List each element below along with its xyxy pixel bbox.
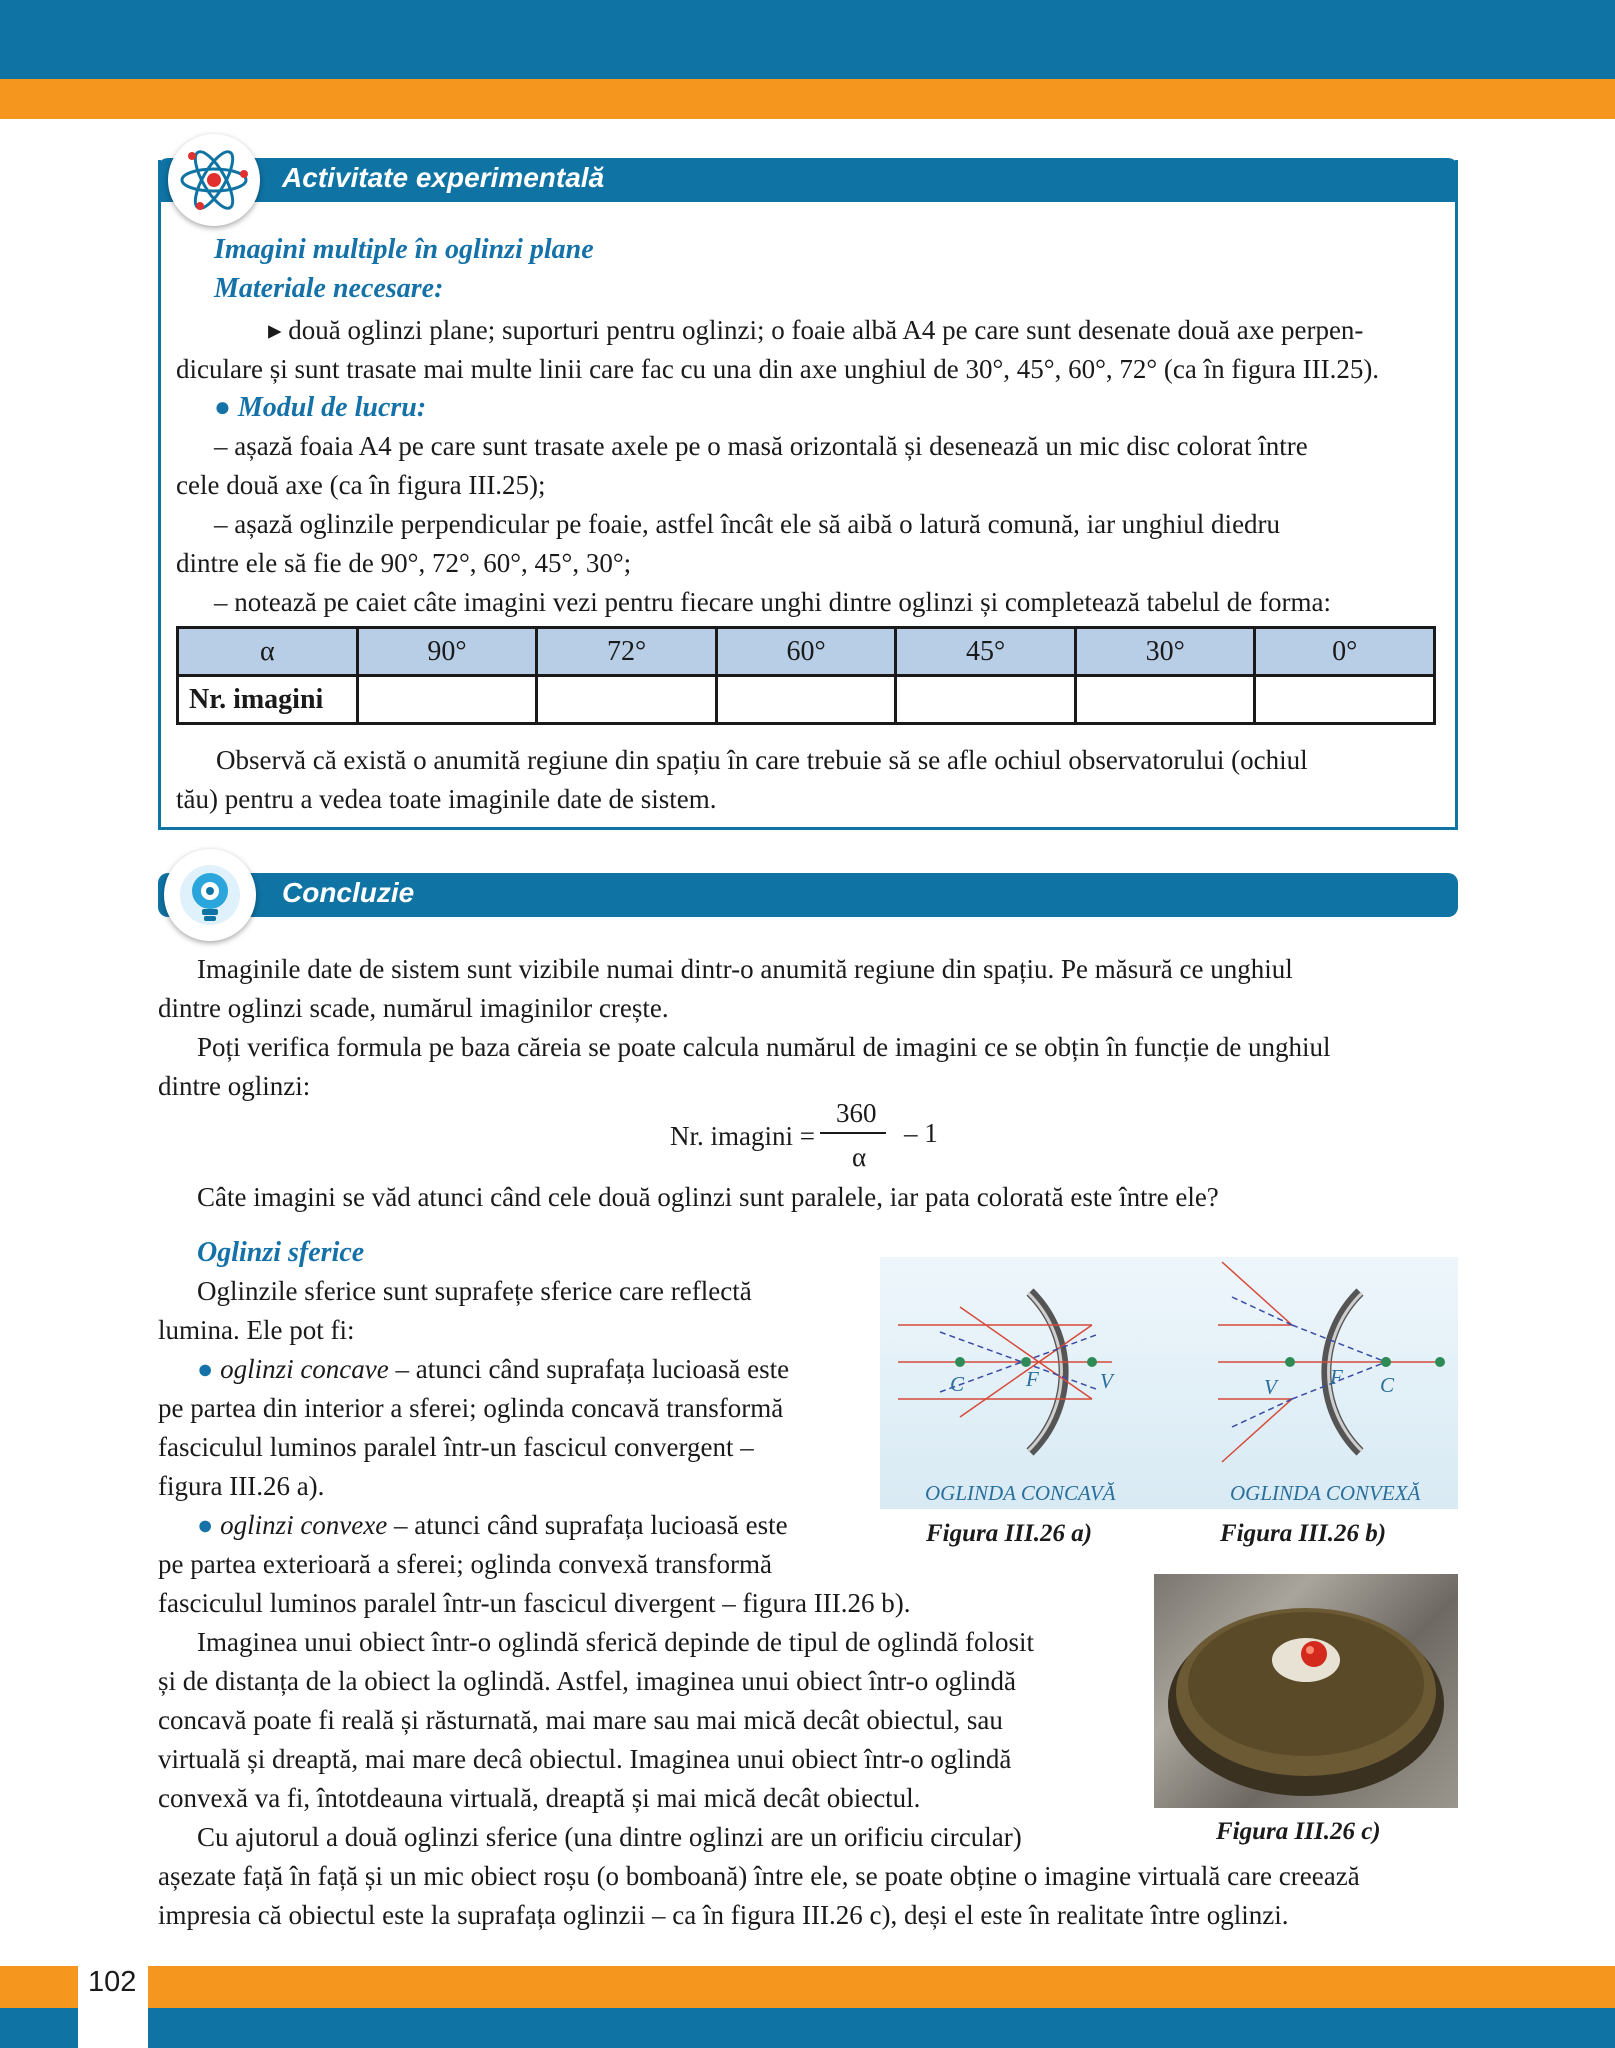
activity-title: Imagini multiple în oglinzi plane bbox=[214, 234, 594, 265]
step-1-line-1: – așază foaia A4 pe care sunt trasate axele pe o masă orizontală și desenează un mic disc colorat între bbox=[214, 431, 1308, 461]
lightbulb-icon bbox=[164, 849, 256, 941]
bottom-band-blue bbox=[0, 2008, 1615, 2048]
convex-mirror-label: OGLINDA CONVEXĂ bbox=[1230, 1481, 1421, 1505]
table-header-cell: 60° bbox=[716, 628, 896, 676]
activity-header: Activitate experimentală bbox=[282, 162, 605, 193]
conclusion-p2-line-1: Poți verifica formula pe baza căreia se poate calcula numărul de imagini ce se obțin în funcție de unghiul bbox=[197, 1032, 1331, 1062]
page-number: 102 bbox=[88, 1966, 137, 1998]
spherical-line-5: fasciculul luminos paralel într-un fascicul convergent – bbox=[158, 1432, 754, 1462]
spherical-line-10: Imaginea unui obiect într-o oglindă sferică depinde de tipul de oglindă folosit bbox=[197, 1627, 1034, 1657]
table-row-label: Nr. imagini bbox=[178, 676, 358, 724]
spherical-line-6: figura III.26 a). bbox=[158, 1471, 325, 1501]
concave-mirror-label: OGLINDA CONCAVĂ bbox=[925, 1481, 1116, 1505]
mirrors-ray-diagram bbox=[880, 1257, 1458, 1509]
step-2-line-1: – așază oglinzile perpendicular pe foaie, astfel încât ele să aibă o latură comună, iar unghiul diedru bbox=[214, 509, 1281, 539]
top-band-orange bbox=[0, 79, 1615, 119]
table-empty-cell bbox=[357, 676, 537, 724]
observe-line-2: tău) pentru a vedea toate imaginile date de sistem. bbox=[176, 784, 717, 814]
step-2-line-2: dintre ele să fie de 90°, 72°, 60°, 45°, 30°; bbox=[176, 548, 632, 578]
spherical-line-4: pe partea din interior a sferei; oglinda concavă transformă bbox=[158, 1393, 784, 1423]
spherical-line-3 bbox=[197, 1350, 857, 1389]
formula-fraction-bar bbox=[820, 1132, 886, 1134]
conclusion-p1-line-1: Imaginile date de sistem sunt vizibile numai dintr-o anumită regiune din spațiu. Pe măsură ce unghiul bbox=[197, 954, 1293, 984]
method-heading: ● Modul de lucru: bbox=[214, 392, 427, 423]
spherical-line-9: fasciculul luminos paralel într-un fascicul divergent – figura III.26 b). bbox=[158, 1588, 911, 1618]
spherical-mirrors-figure bbox=[880, 1257, 1458, 1509]
table-header-cell: 90° bbox=[357, 628, 537, 676]
table-empty-cell bbox=[716, 676, 896, 724]
formula-denominator: α bbox=[852, 1142, 867, 1172]
table-header-cell: α bbox=[178, 628, 358, 676]
bullet-icon: ● bbox=[197, 1510, 221, 1540]
label-c-convex: C bbox=[1380, 1373, 1395, 1397]
conclusion-p2-line-2: dintre oglinzi: bbox=[158, 1071, 311, 1101]
spherical-line-14: convexă va fi, întotdeauna virtuală, dreaptă și mai mică decât obiectul. bbox=[158, 1783, 921, 1813]
conclusion-question: Câte imagini se văd atunci când cele două oglinzi sunt paralele, iar pata colorată este între ele? bbox=[197, 1182, 1219, 1212]
materials-line-2: diculare și sunt trasate mai multe linii care fac cu una din axe unghiul de 30°, 45°, 60°, 72° (ca în figura III.25). bbox=[176, 354, 1380, 384]
conclusion-header: Concluzie bbox=[282, 877, 415, 908]
observe-line-1: Observă că există o anumită regiune din spațiu în care trebuie să se afle ochiul observatorului (ochiul bbox=[216, 745, 1308, 775]
concave-term: oglinzi concave bbox=[220, 1354, 389, 1384]
spherical-line-2: lumina. Ele pot fi: bbox=[158, 1315, 355, 1345]
table-header-cell: 30° bbox=[1075, 628, 1255, 676]
spherical-line-17: impresia că obiectul este la suprafața oglinzii – ca în figura III.26 c), deși el este în realitate între oglinzi. bbox=[158, 1900, 1289, 1930]
spherical-line-7 bbox=[197, 1506, 857, 1545]
angle-images-table bbox=[176, 626, 1436, 725]
figure-caption-b: Figura III.26 b) bbox=[1220, 1520, 1387, 1547]
label-c-concave: C bbox=[950, 1372, 965, 1396]
spherical-line-8: pe partea exterioară a sferei; oglinda convexă transformă bbox=[158, 1549, 772, 1579]
table-header-row bbox=[178, 628, 1435, 676]
figure-caption-a: Figura III.26 a) bbox=[926, 1520, 1093, 1547]
figure-caption-c: Figura III.26 c) bbox=[1216, 1818, 1381, 1845]
spherical-line-15: Cu ajutorul a două oglinzi sferice (una dintre oglinzi are un orificiu circular) bbox=[197, 1822, 1022, 1852]
table-header-cell: 45° bbox=[896, 628, 1076, 676]
formula-right: – 1 bbox=[904, 1118, 938, 1148]
formula-numerator: 360 bbox=[836, 1098, 877, 1128]
table-empty-cell bbox=[1075, 676, 1255, 724]
convex-term: oglinzi convexe bbox=[220, 1510, 388, 1540]
mirage-device-photo bbox=[1154, 1574, 1458, 1808]
convex-mirror-diagram bbox=[1218, 1262, 1445, 1462]
step-1-line-2: cele două axe (ca în figura III.25); bbox=[176, 470, 546, 500]
table-empty-cell bbox=[896, 676, 1076, 724]
table-header-cell: 0° bbox=[1255, 628, 1435, 676]
label-v-convex: V bbox=[1264, 1375, 1277, 1399]
spherical-line-12: concavă poate fi reală și răsturnată, mai mare sau mai mică decât obiectul, sau bbox=[158, 1705, 1003, 1735]
bottom-band-orange bbox=[0, 1966, 1615, 2008]
table-row bbox=[178, 676, 1435, 724]
step-3: – notează pe caiet câte imagini vezi pentru fiecare unghi dintre oglinzi și completează tabelul de forma: bbox=[214, 587, 1331, 617]
materials-heading: Materiale necesare: bbox=[214, 273, 444, 304]
conclusion-p1-line-2: dintre oglinzi scade, numărul imaginilor crește. bbox=[158, 993, 669, 1023]
conclusion-header-bar bbox=[158, 873, 1458, 917]
spherical-title: Oglinzi sferice bbox=[197, 1237, 365, 1268]
bullet-icon: ● bbox=[197, 1354, 221, 1384]
table-header-cell: 72° bbox=[537, 628, 717, 676]
table-empty-cell bbox=[1255, 676, 1435, 724]
label-v-concave: V bbox=[1100, 1369, 1113, 1393]
concave-definition: – atunci când suprafața lucioasă este bbox=[388, 1354, 790, 1384]
materials-line-1: ▸ două oglinzi plane; suporturi pentru oglinzi; o foaie albă A4 pe care sunt desenate două axe perpen- bbox=[268, 315, 1364, 345]
concave-mirror-diagram bbox=[898, 1292, 1112, 1452]
spherical-line-11: și de distanța de la obiect la oglindă. Astfel, imaginea unui obiect într-o oglindă bbox=[158, 1666, 1016, 1696]
spherical-line-13: virtuală și dreaptă, mai mare decâ obiectul. Imaginea unui obiect într-o oglindă bbox=[158, 1744, 1012, 1774]
spherical-line-16: așezate față în față și un mic obiect roșu (o bomboană) între ele, se poate obține o imagine virtuală care creează bbox=[158, 1861, 1360, 1891]
spherical-line-1: Oglinzile sferice sunt suprafețe sferice care reflectă bbox=[197, 1276, 752, 1306]
formula-left: Nr. imagini = bbox=[670, 1121, 815, 1151]
label-f-concave: F bbox=[1026, 1367, 1039, 1391]
top-band-blue bbox=[0, 0, 1615, 79]
label-f-convex: F bbox=[1330, 1365, 1343, 1389]
table-empty-cell bbox=[537, 676, 717, 724]
convex-definition: – atunci când suprafața lucioasă este bbox=[387, 1510, 788, 1540]
